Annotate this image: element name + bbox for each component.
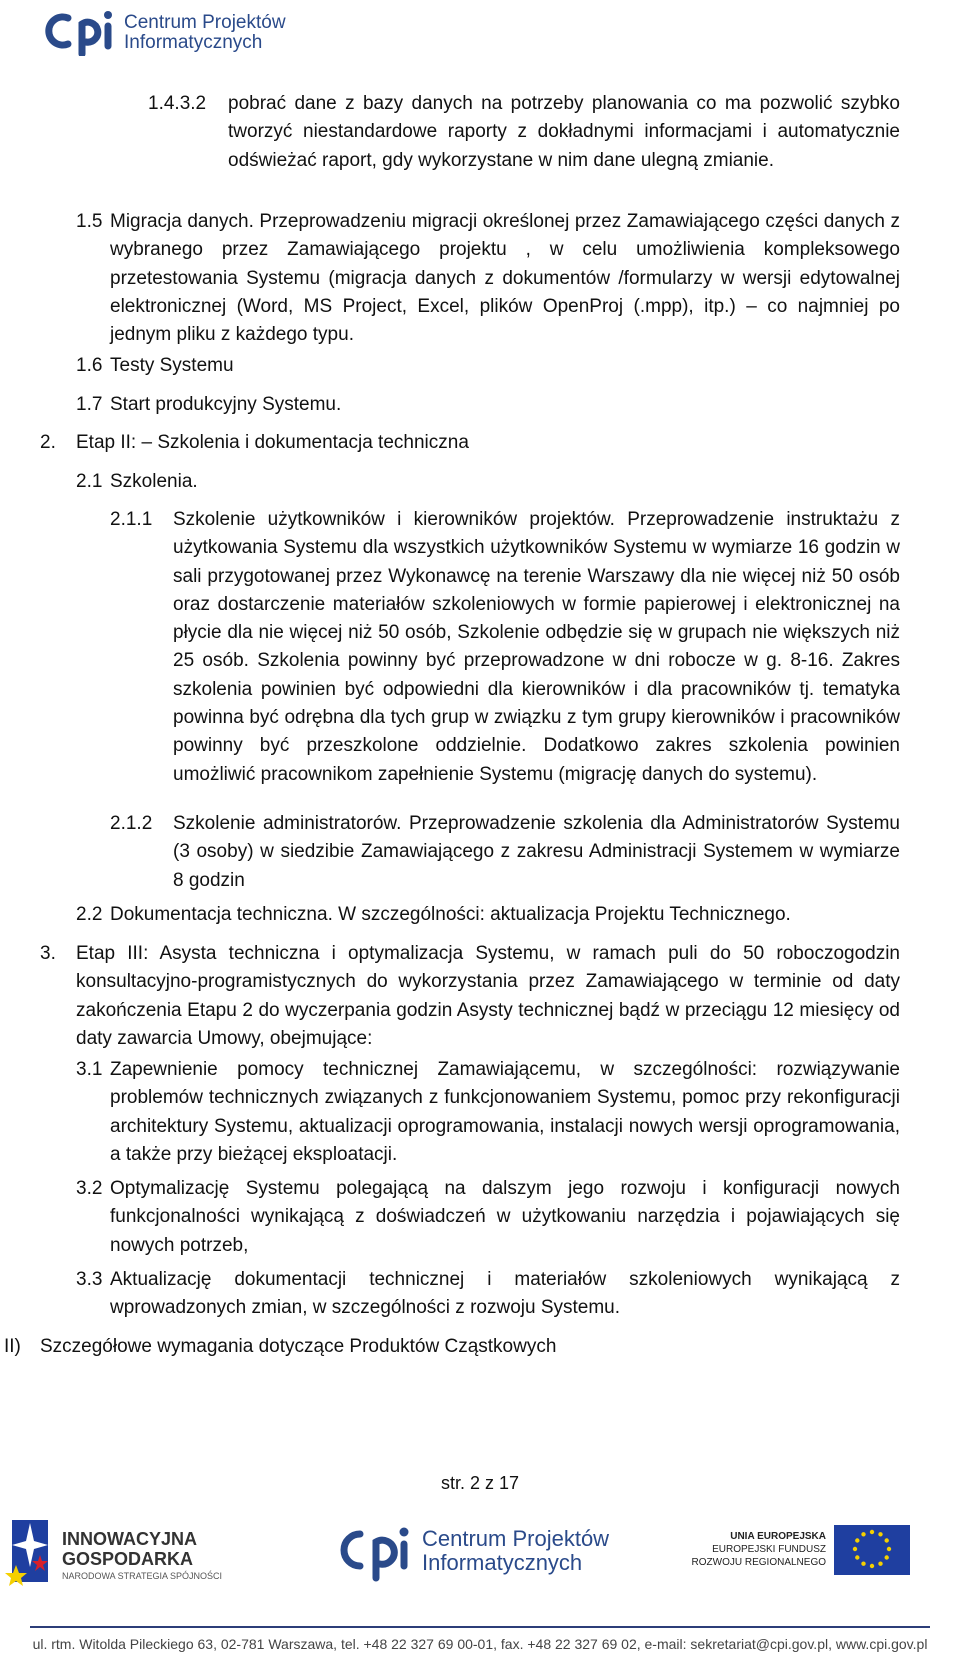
eu-logo (692, 1525, 910, 1575)
item-text: pobrać dane z bazy danych na potrzeby planowania co ma pozwolić szybko tworzyć niestandardowe raporty z dokładnymi informacjami i automatycznie odświeżać raport, gdy wykorzystane w nim dane ulegną zmianie. (228, 93, 900, 171)
item-number: 2.1.2 (110, 813, 153, 834)
logo-line-2: Informatycznych (124, 32, 263, 53)
item-text: Dokumentacja techniczna. W szczególności: aktualizacja Projektu Technicznego. (110, 904, 791, 925)
eu-line-3: ROZWOJU REGIONALNEGO (691, 1557, 826, 1568)
innowacyjna-gospodarka-logo (5, 1520, 222, 1586)
item-number: 3. (40, 943, 56, 964)
cpi-logo-mark (49, 17, 108, 54)
item-number: 3.2 (76, 1178, 103, 1199)
item-number: 1.6 (76, 355, 103, 376)
footer-logos (0, 1515, 960, 1595)
eu-line-1: UNIA EUROPEJSKA (730, 1531, 826, 1542)
ig-line-1: INNOWACYJNA (62, 1529, 198, 1549)
cpi-footer-line-1: Centrum Projektów (422, 1526, 610, 1551)
footer-address: ul. rtm. Witolda Pileckiego 63, 02-781 Warszawa, tel. +48 22 327 69 00-01, fax. +48 22 327 69 02, e-mail: sekretariat@cpi.gov.pl, www.cpi.gov.pl (32, 1636, 928, 1652)
item-number: 2.1.1 (110, 509, 153, 530)
item-text: Etap III: Asysta techniczna i optymalizacja Systemu, w ramach puli do 50 roboczogodzin konsultacyjno-programistycznych do wykorzystania przez Zamawiającego w terminie od daty zakończenia Etapu 2 do wyczerpania godzin Asysty technicznej bądź w przeciągu 12 miesięcy od daty zawarcia Umowy, obejmujące: (76, 943, 900, 1049)
cpi-footer-logo (344, 1526, 609, 1578)
item-number: 3.1 (76, 1059, 103, 1080)
logo-line-1: Centrum Projektów (124, 12, 286, 33)
item-text: Migracja danych. Przeprowadzeniu migracji określonej przez Zamawiającego części danych z wybranego przez Zamawiającego projektu , w celu umożliwienia kompleksowego przetestowania Systemu (migracja danych z dokumentów /formularzy w wersji edytowalnej elektronicznej (Word, MS Project, Excel, plików OpenProj (.mpp), itp.) – co najmniej po jednym pliku z każdego typu. (110, 211, 900, 346)
ig-line-2: GOSPODARKA (62, 1549, 194, 1569)
section-number: II) (4, 1336, 21, 1357)
item-number: 3.3 (76, 1269, 103, 1290)
item-number: 1.5 (76, 211, 103, 232)
item-text: Aktualizację dokumentacji technicznej i materiałów szkoleniowych wynikającą z wprowadzonych zmian, w szczególności z rozwoju Systemu. (110, 1269, 900, 1319)
item-text: Optymalizację Systemu polegającą na dalszym jego rozwoju i konfiguracji nowych funkcjonalności wynikającą z doświadczeń w użytkowaniu narzędzia i pojawiających się nowych potrzeb, (110, 1178, 900, 1256)
item-text: Testy Systemu (110, 355, 234, 376)
item-number: 1.7 (76, 394, 103, 415)
page-number: str. 2 z 17 (440, 1473, 520, 1493)
item-text: Start produkcyjny Systemu. (110, 394, 342, 415)
footer-divider (30, 1626, 930, 1628)
item-text: Szkolenie administratorów. Przeprowadzenie szkolenia dla Administratorów Systemu (3 osoby) w siedzibie Zamawiającego z zakresu Administracji Systemem w wymiarze 8 godzin (173, 813, 900, 891)
item-number: 1.4.3.2 (148, 93, 207, 114)
item-text: Etap II: – Szkolenia i dokumentacja techniczna (76, 432, 469, 453)
item-text: Szkolenia. (110, 471, 198, 492)
item-text: Zapewnienie pomocy technicznej Zamawiającemu, w szczególności: rozwiązywanie problemów technicznych związanych z funkcjonowaniem Systemu, pomoc przy rekonfiguracji architektury Systemu, aktualizacji oprogramowania, instalacji nowych wersji oprogramowania, a także przy bieżącej eksploatacji. (110, 1059, 900, 1165)
item-text: Szkolenie użytkowników i kierowników projektów. Przeprowadzenie instruktażu z użytkowania Systemu dla wszystkich użytkowników Systemu w wymiarze 16 godzin w sali przygotowanej przez Wykonawcę na terenie Warszawy dla nie więcej niż 50 osób oraz dostarczenie materiałów szkoleniowych w formie papierowej i elektronicznej na płycie dla nie więcej niż 50 osób, Szkolenie odbędzie się w grupach nie większych niż 25 osób. Szkolenia powinny być przeprowadzone w dni robocze w g. 8-16. Zakres szkolenia powinien być odpowiedni dla kierowników i dla pracowników tj. tematyka powinna być odrębna dla tych grup w związku z tym grupy kierowników i pracowników powinny być przeszkolone oddzielnie. Dodatkowo zakres szkolenia powinien umożliwić pracownikom zapełnienie Systemu (migrację danych do systemu). (173, 509, 900, 785)
cpi-footer-line-2: Informatycznych (422, 1550, 583, 1575)
item-number: 2.1 (76, 471, 103, 492)
item-number: 2.2 (76, 904, 103, 925)
section-heading: Szczegółowe wymagania dotyczące Produktów Cząstkowych (40, 1336, 557, 1357)
item-number: 2. (40, 432, 56, 453)
cpi-logo (38, 6, 318, 56)
eu-line-2: EUROPEJSKI FUNDUSZ (712, 1544, 826, 1555)
ig-line-3: NARODOWA STRATEGIA SPÓJNOŚCI (62, 1571, 223, 1581)
